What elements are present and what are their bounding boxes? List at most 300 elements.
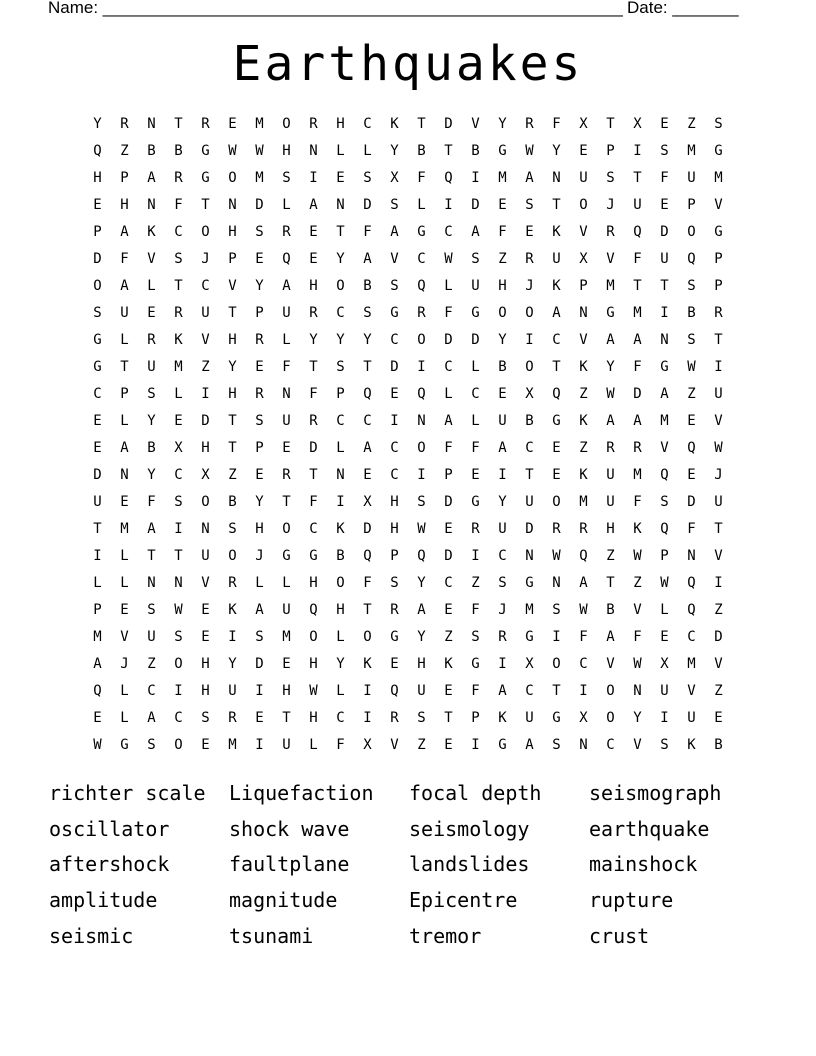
grid-letter: D — [201, 413, 210, 429]
grid-letter: Q — [282, 251, 291, 267]
grid-letter: C — [471, 386, 480, 402]
grid-letter: T — [228, 305, 237, 321]
grid-letter: B — [417, 143, 426, 159]
grid-letter: I — [201, 386, 210, 402]
grid-letter: R — [120, 116, 129, 132]
grid-letter: W — [552, 548, 561, 564]
grid-letter: C — [93, 386, 102, 402]
grid-letter: I — [714, 359, 723, 375]
grid-letter: K — [552, 278, 561, 294]
grid-letter: Z — [714, 683, 723, 699]
grid-letter: E — [120, 602, 129, 618]
grid-letter: V — [579, 224, 588, 240]
grid-letter: H — [228, 386, 237, 402]
grid-letter: H — [390, 521, 399, 537]
grid-letter: T — [363, 602, 372, 618]
grid-letter: T — [93, 521, 102, 537]
grid-letter: N — [417, 413, 426, 429]
grid-letter: Y — [417, 629, 426, 645]
grid-letter: T — [552, 683, 561, 699]
grid-row — [84, 327, 732, 354]
grid-letter: K — [444, 656, 453, 672]
grid-letter: Y — [390, 143, 399, 159]
grid-letter: M — [633, 305, 642, 321]
grid-letter: W — [93, 737, 102, 753]
grid-letter: U — [606, 494, 615, 510]
grid-letter: E — [471, 467, 480, 483]
grid-letter: O — [309, 629, 318, 645]
grid-letter: T — [552, 359, 561, 375]
grid-letter: T — [552, 197, 561, 213]
grid-letter: Z — [633, 575, 642, 591]
grid-letter: R — [579, 521, 588, 537]
grid-letter: P — [120, 170, 129, 186]
grid-letter: Q — [417, 386, 426, 402]
grid-letter: U — [282, 413, 291, 429]
grid-letter: T — [120, 359, 129, 375]
grid-letter: D — [363, 197, 372, 213]
grid-letter: U — [120, 305, 129, 321]
grid-letter: A — [417, 602, 426, 618]
grid-letter: N — [147, 116, 156, 132]
grid-letter: L — [120, 575, 129, 591]
word-bank — [49, 778, 789, 956]
grid-letter: A — [660, 386, 669, 402]
grid-letter: E — [201, 602, 210, 618]
grid-letter: V — [471, 116, 480, 132]
grid-letter: I — [552, 629, 561, 645]
grid-letter: E — [93, 440, 102, 456]
grid-letter: E — [660, 197, 669, 213]
grid-letter: S — [714, 116, 723, 132]
grid-letter: T — [633, 170, 642, 186]
grid-letter: E — [660, 629, 669, 645]
grid-letter: C — [687, 629, 696, 645]
grid-letter: M — [255, 170, 264, 186]
grid-letter: L — [120, 332, 129, 348]
grid-letter: B — [174, 143, 183, 159]
grid-letter: H — [201, 656, 210, 672]
grid-letter: E — [309, 251, 318, 267]
grid-letter: Y — [228, 656, 237, 672]
grid-letter: Q — [309, 602, 318, 618]
grid-letter: T — [174, 278, 183, 294]
grid-letter: N — [147, 575, 156, 591]
word-bank-item: magnitude — [229, 888, 338, 913]
word-bank-item: tremor — [409, 923, 482, 948]
grid-letter: F — [444, 440, 453, 456]
grid-letter: R — [390, 602, 399, 618]
grid-letter: O — [552, 656, 561, 672]
grid-letter: E — [714, 710, 723, 726]
grid-letter: Z — [579, 386, 588, 402]
grid-letter: S — [363, 305, 372, 321]
grid-letter: A — [633, 332, 642, 348]
grid-letter: Q — [687, 575, 696, 591]
word-bank-item: seismic — [49, 923, 134, 948]
grid-letter: T — [174, 548, 183, 564]
grid-letter: C — [498, 548, 507, 564]
grid-letter: U — [228, 683, 237, 699]
grid-letter: T — [444, 710, 453, 726]
grid-letter: T — [174, 116, 183, 132]
grid-letter: P — [93, 224, 102, 240]
grid-letter: B — [606, 602, 615, 618]
grid-letter: B — [687, 305, 696, 321]
grid-letter: I — [579, 683, 588, 699]
grid-letter: E — [579, 143, 588, 159]
grid-letter: T — [201, 197, 210, 213]
grid-letter: C — [390, 332, 399, 348]
grid-letter: J — [255, 548, 264, 564]
grid-letter: L — [120, 413, 129, 429]
grid-letter: K — [174, 332, 183, 348]
grid-letter: K — [579, 413, 588, 429]
grid-letter: R — [282, 467, 291, 483]
grid-letter: C — [390, 440, 399, 456]
grid-letter: U — [633, 197, 642, 213]
grid-letter: A — [525, 737, 534, 753]
grid-letter: I — [417, 359, 426, 375]
grid-letter: U — [525, 710, 534, 726]
grid-letter: L — [174, 386, 183, 402]
grid-letter: S — [417, 494, 426, 510]
grid-letter: Z — [606, 548, 615, 564]
grid-letter: T — [282, 494, 291, 510]
grid-letter: F — [174, 197, 183, 213]
word-bank-item: rupture — [589, 888, 674, 913]
grid-letter: Y — [255, 494, 264, 510]
grid-letter: M — [579, 494, 588, 510]
grid-letter: O — [687, 224, 696, 240]
grid-letter: Q — [660, 467, 669, 483]
grid-letter: N — [660, 332, 669, 348]
grid-letter: U — [714, 494, 723, 510]
grid-letter: R — [228, 575, 237, 591]
grid-letter: X — [201, 467, 210, 483]
grid-letter: T — [336, 224, 345, 240]
grid-letter: C — [174, 467, 183, 483]
grid-letter: S — [390, 278, 399, 294]
date-field-label: Date: _______ — [627, 0, 739, 17]
grid-letter: K — [552, 224, 561, 240]
grid-letter: O — [552, 494, 561, 510]
grid-letter: R — [255, 386, 264, 402]
grid-letter: X — [633, 116, 642, 132]
grid-letter: R — [309, 413, 318, 429]
grid-letter: S — [390, 575, 399, 591]
grid-letter: K — [633, 521, 642, 537]
grid-letter: B — [228, 494, 237, 510]
grid-letter: H — [336, 602, 345, 618]
grid-letter: G — [498, 737, 507, 753]
grid-letter: O — [282, 116, 291, 132]
grid-letter: A — [444, 413, 453, 429]
grid-letter: I — [255, 737, 264, 753]
grid-row — [84, 300, 732, 327]
grid-letter: E — [444, 521, 453, 537]
grid-letter: E — [93, 710, 102, 726]
grid-letter: N — [579, 737, 588, 753]
grid-letter: Y — [363, 332, 372, 348]
grid-row — [84, 192, 732, 219]
grid-letter: O — [498, 305, 507, 321]
grid-letter: L — [336, 629, 345, 645]
grid-letter: B — [525, 413, 534, 429]
grid-letter: A — [579, 575, 588, 591]
grid-letter: R — [714, 305, 723, 321]
grid-letter: D — [444, 116, 453, 132]
grid-letter: N — [282, 386, 291, 402]
grid-letter: Z — [444, 629, 453, 645]
grid-letter: F — [471, 683, 480, 699]
grid-letter: V — [714, 413, 723, 429]
word-bank-item: mainshock — [589, 852, 698, 877]
grid-letter: E — [174, 413, 183, 429]
word-bank-item: richter scale — [49, 781, 206, 805]
grid-letter: X — [390, 170, 399, 186]
grid-letter: U — [471, 278, 480, 294]
grid-letter: H — [228, 332, 237, 348]
grid-letter: R — [633, 440, 642, 456]
grid-letter: D — [660, 224, 669, 240]
grid-letter: V — [714, 548, 723, 564]
grid-row — [84, 651, 732, 678]
grid-letter: Z — [687, 386, 696, 402]
grid-letter: S — [471, 629, 480, 645]
grid-letter: U — [147, 629, 156, 645]
grid-letter: Z — [687, 116, 696, 132]
grid-letter: F — [471, 440, 480, 456]
grid-letter: W — [606, 386, 615, 402]
grid-letter: G — [714, 224, 723, 240]
grid-letter: U — [687, 710, 696, 726]
grid-letter: I — [228, 629, 237, 645]
grid-letter: P — [228, 251, 237, 267]
grid-letter: O — [282, 521, 291, 537]
grid-letter: R — [498, 629, 507, 645]
grid-letter: A — [498, 683, 507, 699]
grid-letter: Q — [444, 170, 453, 186]
grid-letter: Y — [336, 656, 345, 672]
grid-letter: R — [201, 116, 210, 132]
grid-letter: S — [147, 386, 156, 402]
grid-letter: F — [633, 359, 642, 375]
grid-letter: S — [660, 143, 669, 159]
grid-letter: H — [255, 521, 264, 537]
grid-letter: U — [660, 683, 669, 699]
grid-letter: Y — [309, 332, 318, 348]
grid-letter: I — [174, 683, 183, 699]
grid-letter: P — [390, 548, 399, 564]
grid-row — [84, 138, 732, 165]
grid-letter: H — [309, 656, 318, 672]
grid-letter: W — [228, 143, 237, 159]
grid-letter: N — [174, 575, 183, 591]
grid-letter: C — [174, 710, 183, 726]
grid-letter: M — [633, 467, 642, 483]
grid-letter: O — [606, 710, 615, 726]
grid-letter: O — [201, 494, 210, 510]
grid-letter: A — [471, 224, 480, 240]
grid-letter: K — [390, 116, 399, 132]
grid-letter: E — [525, 224, 534, 240]
grid-letter: E — [363, 467, 372, 483]
grid-letter: D — [471, 332, 480, 348]
grid-letter: N — [552, 170, 561, 186]
grid-letter: L — [336, 143, 345, 159]
grid-letter: P — [714, 278, 723, 294]
grid-letter: T — [147, 548, 156, 564]
grid-letter: O — [201, 224, 210, 240]
grid-letter: I — [633, 143, 642, 159]
grid-letter: H — [606, 521, 615, 537]
grid-letter: X — [363, 737, 372, 753]
grid-letter: Z — [471, 575, 480, 591]
grid-letter: Y — [147, 413, 156, 429]
grid-letter: Z — [579, 440, 588, 456]
grid-letter: H — [201, 440, 210, 456]
grid-letter: E — [255, 359, 264, 375]
grid-letter: E — [255, 251, 264, 267]
grid-letter: V — [714, 656, 723, 672]
grid-letter: P — [255, 305, 264, 321]
grid-letter: G — [390, 629, 399, 645]
grid-letter: N — [633, 683, 642, 699]
grid-letter: M — [606, 278, 615, 294]
grid-letter: X — [363, 494, 372, 510]
grid-letter: S — [174, 251, 183, 267]
grid-letter: S — [201, 710, 210, 726]
grid-letter: N — [525, 548, 534, 564]
grid-letter: Y — [336, 332, 345, 348]
word-bank-item: crust — [589, 923, 650, 948]
grid-letter: O — [336, 575, 345, 591]
grid-letter: L — [336, 683, 345, 699]
grid-letter: G — [93, 359, 102, 375]
grid-letter: B — [147, 440, 156, 456]
grid-letter: F — [471, 602, 480, 618]
grid-letter: H — [336, 116, 345, 132]
grid-letter: I — [363, 710, 372, 726]
word-bank-item: landslides — [409, 852, 530, 877]
grid-letter: Q — [687, 602, 696, 618]
word-bank-item: tsunami — [229, 923, 314, 948]
grid-letter: Y — [552, 143, 561, 159]
grid-letter: E — [282, 440, 291, 456]
grid-letter: F — [633, 629, 642, 645]
grid-letter: P — [714, 251, 723, 267]
grid-letter: U — [282, 602, 291, 618]
grid-letter: R — [147, 332, 156, 348]
grid-letter: M — [660, 413, 669, 429]
grid-letter: Y — [606, 359, 615, 375]
grid-letter: S — [147, 737, 156, 753]
grid-letter: Q — [363, 386, 372, 402]
grid-letter: S — [228, 521, 237, 537]
grid-letter: V — [147, 251, 156, 267]
grid-letter: D — [471, 197, 480, 213]
grid-letter: V — [606, 251, 615, 267]
grid-letter: T — [714, 332, 723, 348]
grid-letter: D — [687, 494, 696, 510]
word-bank-item: shock wave — [229, 816, 350, 841]
grid-letter: O — [606, 683, 615, 699]
grid-letter: V — [228, 278, 237, 294]
grid-letter: F — [579, 629, 588, 645]
grid-letter: O — [228, 170, 237, 186]
grid-letter: F — [552, 116, 561, 132]
grid-letter: T — [444, 143, 453, 159]
grid-letter: H — [309, 278, 318, 294]
grid-letter: V — [714, 197, 723, 213]
grid-letter: G — [714, 143, 723, 159]
grid-letter: D — [444, 332, 453, 348]
grid-letter: E — [552, 440, 561, 456]
grid-letter: X — [660, 656, 669, 672]
grid-letter: C — [606, 737, 615, 753]
grid-letter: I — [660, 305, 669, 321]
grid-letter: L — [309, 737, 318, 753]
grid-row — [84, 381, 732, 408]
grid-letter: U — [147, 359, 156, 375]
grid-letter: S — [255, 413, 264, 429]
grid-letter: R — [174, 305, 183, 321]
grid-letter: V — [633, 737, 642, 753]
grid-letter: U — [498, 413, 507, 429]
grid-letter: R — [174, 170, 183, 186]
word-bank-item: faultplane — [229, 852, 350, 877]
grid-row — [84, 462, 732, 489]
grid-letter: G — [552, 413, 561, 429]
grid-letter: J — [201, 251, 210, 267]
grid-letter: U — [714, 386, 723, 402]
grid-letter: A — [255, 602, 264, 618]
grid-letter: T — [309, 467, 318, 483]
grid-letter: Q — [417, 548, 426, 564]
grid-letter: I — [174, 521, 183, 537]
grid-letter: T — [606, 116, 615, 132]
grid-letter: E — [390, 656, 399, 672]
grid-letter: Y — [228, 359, 237, 375]
grid-letter: Z — [120, 143, 129, 159]
grid-letter: S — [552, 602, 561, 618]
grid-letter: S — [687, 332, 696, 348]
grid-letter: D — [633, 386, 642, 402]
grid-row — [84, 408, 732, 435]
grid-row — [84, 489, 732, 516]
grid-row — [84, 624, 732, 651]
grid-row — [84, 705, 732, 732]
grid-letter: D — [93, 251, 102, 267]
grid-letter: N — [336, 467, 345, 483]
grid-letter: Y — [336, 251, 345, 267]
word-bank-item: earthquake — [589, 816, 710, 841]
grid-row — [84, 111, 732, 138]
grid-letter: V — [201, 332, 210, 348]
grid-letter: V — [201, 575, 210, 591]
grid-letter: H — [498, 278, 507, 294]
grid-letter: W — [309, 683, 318, 699]
grid-letter: I — [525, 332, 534, 348]
grid-row — [84, 597, 732, 624]
grid-letter: X — [579, 710, 588, 726]
grid-letter: C — [390, 467, 399, 483]
grid-letter: C — [174, 224, 183, 240]
grid-letter: X — [579, 116, 588, 132]
grid-row — [84, 273, 732, 300]
grid-letter: W — [174, 602, 183, 618]
